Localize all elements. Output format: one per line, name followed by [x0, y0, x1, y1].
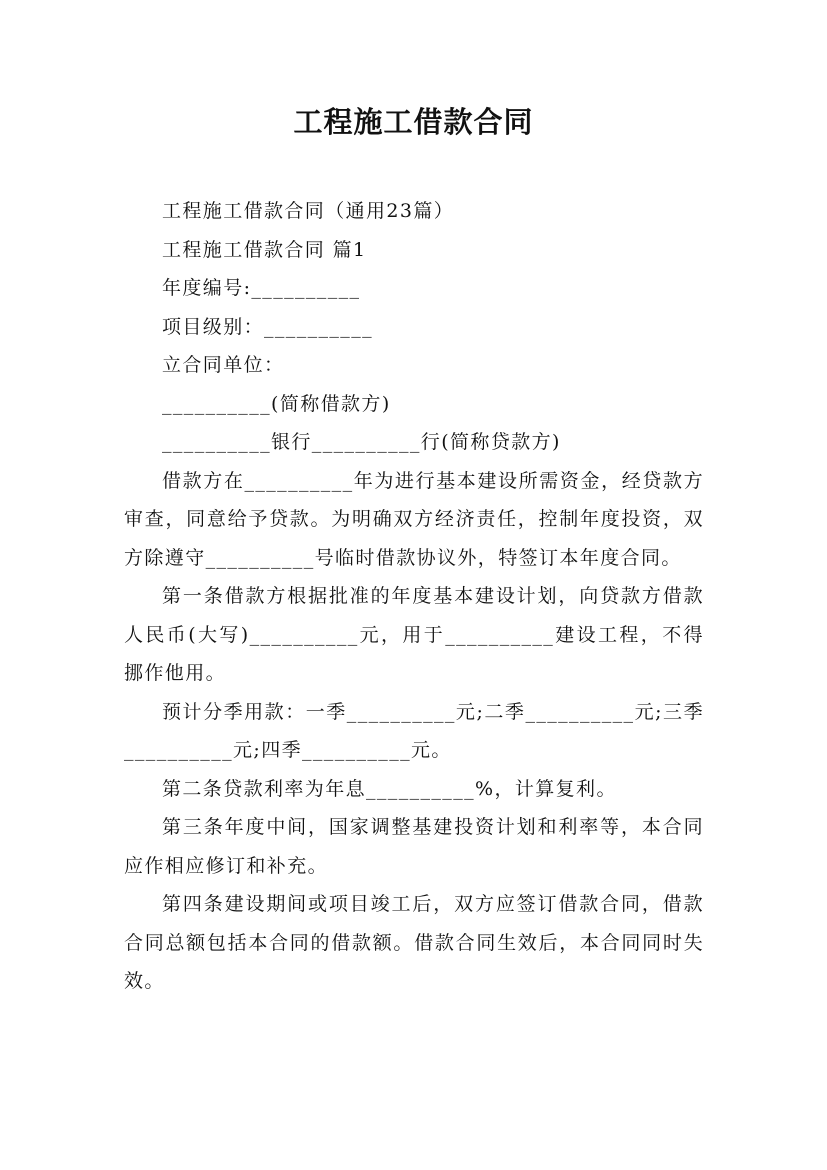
paragraph-project-level: 项目级别：__________	[162, 315, 374, 338]
paragraph-article-2: 第二条贷款利率为年息__________%，计算复利。	[162, 777, 617, 800]
paragraph-lender: __________银行__________行(简称贷款方)	[162, 431, 561, 453]
paragraph-section-heading: 工程施工借款合同 篇1	[162, 238, 367, 261]
paragraph-preamble: 借款方在__________年为进行基本建设所需资金，经贷款方审查，同意给予贷款。为明确双方经济责任，控制年度投资，双方除遵守__________号临时借款协议外，特签订本年度合同。	[124, 469, 704, 569]
paragraph-article-3: 第三条年度中间，国家调整基建投资计划和利率等，本合同应作相应修订和补充。	[124, 816, 704, 877]
paragraph-article-4: 第四条建设期间或项目竣工后，双方应签订借款合同，借款合同总额包括本合同的借款额。借款合同生效后，本合同同时失效。	[124, 893, 704, 992]
paragraph-borrower: __________(简称借款方)	[162, 392, 391, 415]
paragraph-article-1: 第一条借款方根据批准的年度基本建设计划，向贷款方借款人民币(大写)__________元，用于__________建设工程，不得挪作他用。	[124, 585, 704, 684]
document-body	[124, 192, 704, 1001]
paragraph-contract-parties: 立合同单位：	[162, 354, 285, 376]
paragraph-subtitle: 工程施工借款合同（通用23篇）	[162, 200, 455, 222]
document-title: 工程施工借款合同	[293, 105, 534, 139]
paragraph-year-number: 年度编号:__________	[162, 277, 361, 299]
paragraph-quarterly-use: 预计分季用款：一季__________元;二季__________元;三季__________元;四季__________元。	[124, 700, 704, 761]
